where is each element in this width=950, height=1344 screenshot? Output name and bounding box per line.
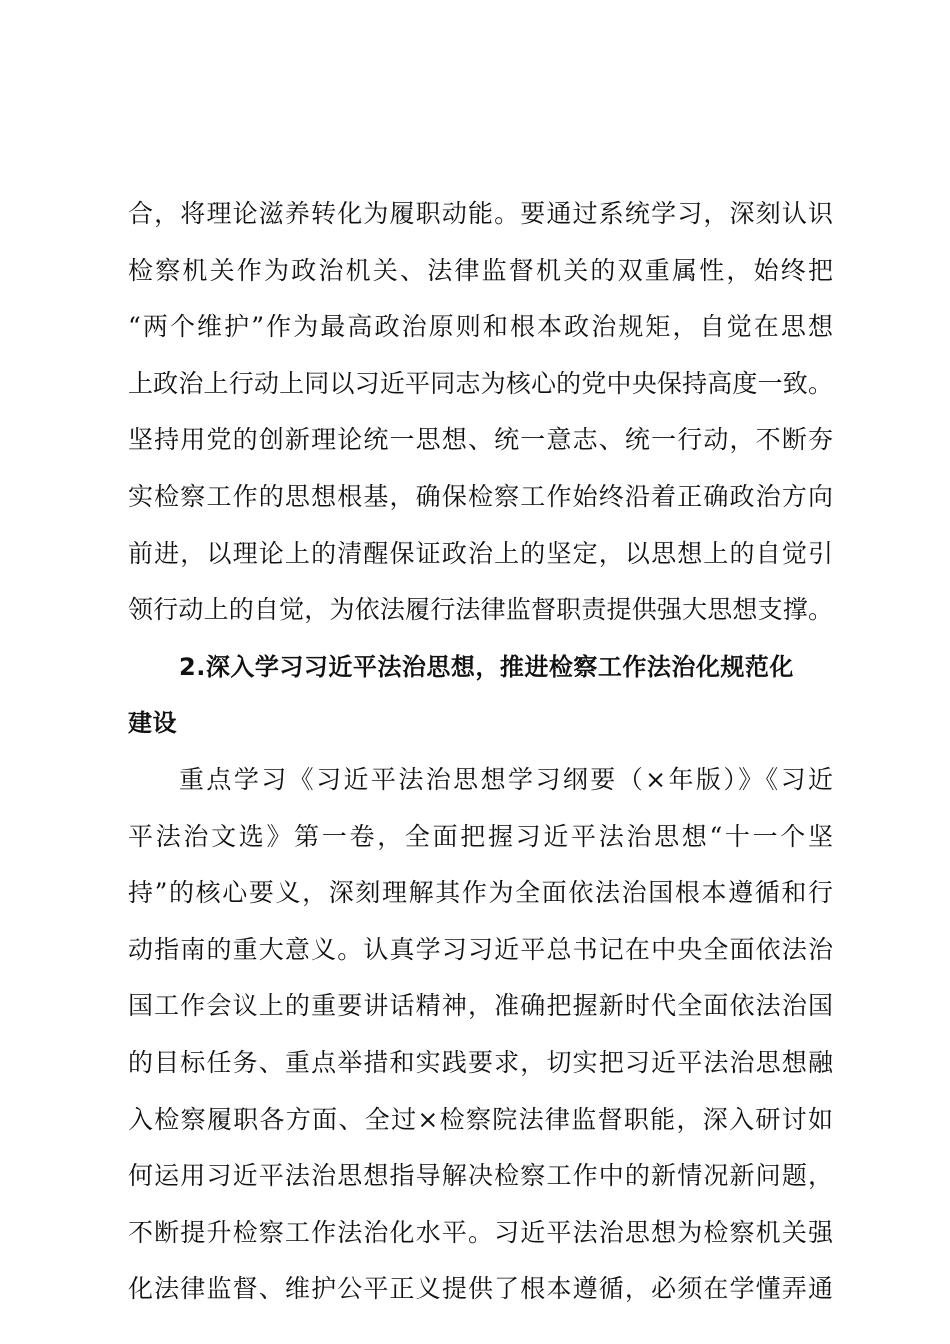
text-line: 重点学习《习近平法治思想学习纲要（×年版）》《习近 [179, 764, 833, 794]
text-line: 检察机关作为政治机关、法律监督机关的双重属性，始终把 [128, 255, 833, 285]
heading-line: 建设 [128, 709, 177, 738]
paragraph-1 [128, 186, 833, 639]
text-line: 动指南的重大意义。认真学习习近平总书记在中央全面依法治 [128, 934, 833, 964]
text-line: 平法治文选》第一卷，全面把握习近平法治思想“十一个坚 [128, 821, 833, 851]
text-line: 前进，以理论上的清醒保证政治上的坚定，以思想上的自觉引 [128, 538, 833, 568]
text-line: 何运用习近平法治思想指导解决检察工作中的新情况新问题， [128, 1161, 833, 1191]
text-line: “两个维护”作为最高政治原则和根本政治规矩，自觉在思想 [128, 312, 833, 342]
text-line: 入检察履职各方面、全过×检察院法律监督职能，深入研讨如 [128, 1104, 833, 1134]
paragraph-2 [128, 752, 833, 1318]
heading-line: 2.深入学习习近平法治思想，推进检察工作法治化规范化 [179, 652, 794, 681]
text-line: 上政治上行动上同以习近平同志为核心的党中央保持高度一致。 [128, 368, 833, 398]
section-heading [128, 639, 833, 752]
text-line: 实检察工作的思想根基，确保检察工作始终沿着正确政治方向 [128, 481, 833, 511]
text-line: 不断提升检察工作法治化水平。习近平法治思想为检察机关强 [128, 1217, 833, 1247]
text-line: 合，将理论滋养转化为履职动能。要通过系统学习，深刻认识 [128, 199, 833, 228]
document-body [128, 186, 833, 1318]
text-line: 国工作会议上的重要讲话精神，准确把握新时代全面依法治国 [128, 991, 833, 1021]
text-line: 化法律监督、维护公平正义提供了根本遵循，必须在学懂弄通 [128, 1274, 833, 1304]
text-line: 持”的核心要义，深刻理解其作为全面依法治国根本遵循和行 [128, 878, 833, 908]
text-line: 的目标任务、重点举措和实践要求，切实把习近平法治思想融 [128, 1047, 833, 1077]
text-line: 领行动上的自觉，为依法履行法律监督职责提供强大思想支撑。 [128, 595, 833, 625]
text-line: 坚持用党的创新理论统一思想、统一意志、统一行动，不断夯 [128, 425, 833, 455]
